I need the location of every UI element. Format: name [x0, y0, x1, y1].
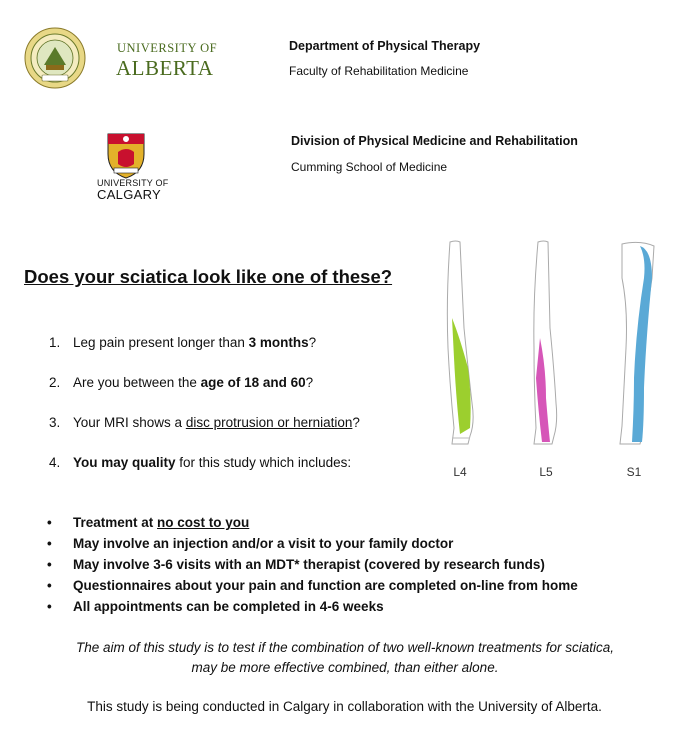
- item-text: for this study which includes:: [175, 455, 352, 470]
- leg-label-l4: L4: [453, 465, 467, 479]
- collaboration-footer: This study is being conducted in Calgary in collaboration with the University of Alberta.: [87, 699, 602, 714]
- ua-wordmark-line1: UNIVERSITY OF: [117, 41, 218, 55]
- university-of-calgary-crest-logo: [104, 130, 148, 180]
- bullet-glyph: •: [47, 536, 52, 551]
- bullet-glyph: •: [47, 557, 52, 572]
- main-question-heading: Does your sciatica look like one of these?: [24, 266, 393, 287]
- item-number: 2.: [49, 375, 61, 390]
- bullet-text: May involve an injection and/or a visit to your family doctor: [73, 536, 454, 551]
- aim-line-1: The aim of this study is to test if the combination of two well-known treatments for sciatica,: [76, 640, 614, 655]
- item-punct: ?: [305, 375, 314, 390]
- leg-label-s1: S1: [626, 465, 642, 479]
- numbered-item-2: [49, 375, 313, 390]
- bullet-text: Questionnaires about your pain and function are completed on-line from home: [73, 578, 578, 593]
- division-subtitle: Cumming School of Medicine: [291, 160, 448, 174]
- university-of-alberta-seal-logo: [24, 27, 86, 89]
- bullet-item-3: [47, 557, 545, 572]
- item-emphasis: age of 18 and 60: [200, 375, 306, 390]
- bullet-glyph: •: [47, 599, 52, 614]
- dermatome-legs-illustration: [430, 238, 670, 486]
- bullet-text: All appointments can be completed in 4-6 weeks: [73, 599, 384, 614]
- bullet-item-5: [47, 599, 384, 614]
- bullet-text: Treatment at: [73, 515, 158, 530]
- ua-wordmark-line2: ALBERTA: [116, 56, 214, 80]
- department-subtitle: Faculty of Rehabilitation Medicine: [289, 64, 469, 78]
- uc-wordmark-line1: UNIVERSITY OF: [97, 178, 169, 188]
- item-number: 3.: [49, 415, 61, 430]
- department-title: Department of Physical Therapy: [289, 39, 481, 53]
- bullet-text: May involve 3-6 visits with an MDT* therapist (covered by research funds): [73, 557, 545, 572]
- item-underlined: disc protrusion or herniation: [185, 415, 353, 430]
- numbered-item-4: [49, 455, 351, 470]
- leg-l4: [447, 241, 473, 444]
- item-text: Leg pain present longer than: [73, 335, 249, 350]
- item-number: 1.: [49, 335, 61, 350]
- bullet-item-2: [47, 536, 453, 551]
- item-number: 4.: [49, 455, 61, 470]
- uc-wordmark-line2: CALGARY: [97, 187, 161, 202]
- division-title: Division of Physical Medicine and Rehabilitation: [291, 134, 578, 148]
- study-aim-statement: [20, 638, 670, 678]
- bullet-underlined: no cost to you: [157, 515, 250, 530]
- bullet-item-1: [47, 515, 249, 530]
- item-emphasis: 3 months: [248, 335, 309, 350]
- item-text: Are you between the: [73, 375, 201, 390]
- numbered-item-1: [49, 335, 316, 350]
- leg-s1: [620, 242, 654, 444]
- item-punct: ?: [308, 335, 317, 350]
- leg-label-l5: L5: [539, 465, 553, 479]
- item-emphasis: You may quality: [73, 455, 176, 470]
- item-punct: ?: [352, 415, 360, 430]
- leg-l5: [534, 241, 557, 444]
- bullet-item-4: [47, 578, 578, 593]
- bullet-glyph: •: [47, 515, 52, 530]
- aim-line-2: may be more effective combined, than either alone.: [191, 660, 499, 675]
- numbered-item-3: [49, 415, 360, 430]
- bullet-glyph: •: [47, 578, 52, 593]
- item-text: Your MRI shows a: [73, 415, 186, 430]
